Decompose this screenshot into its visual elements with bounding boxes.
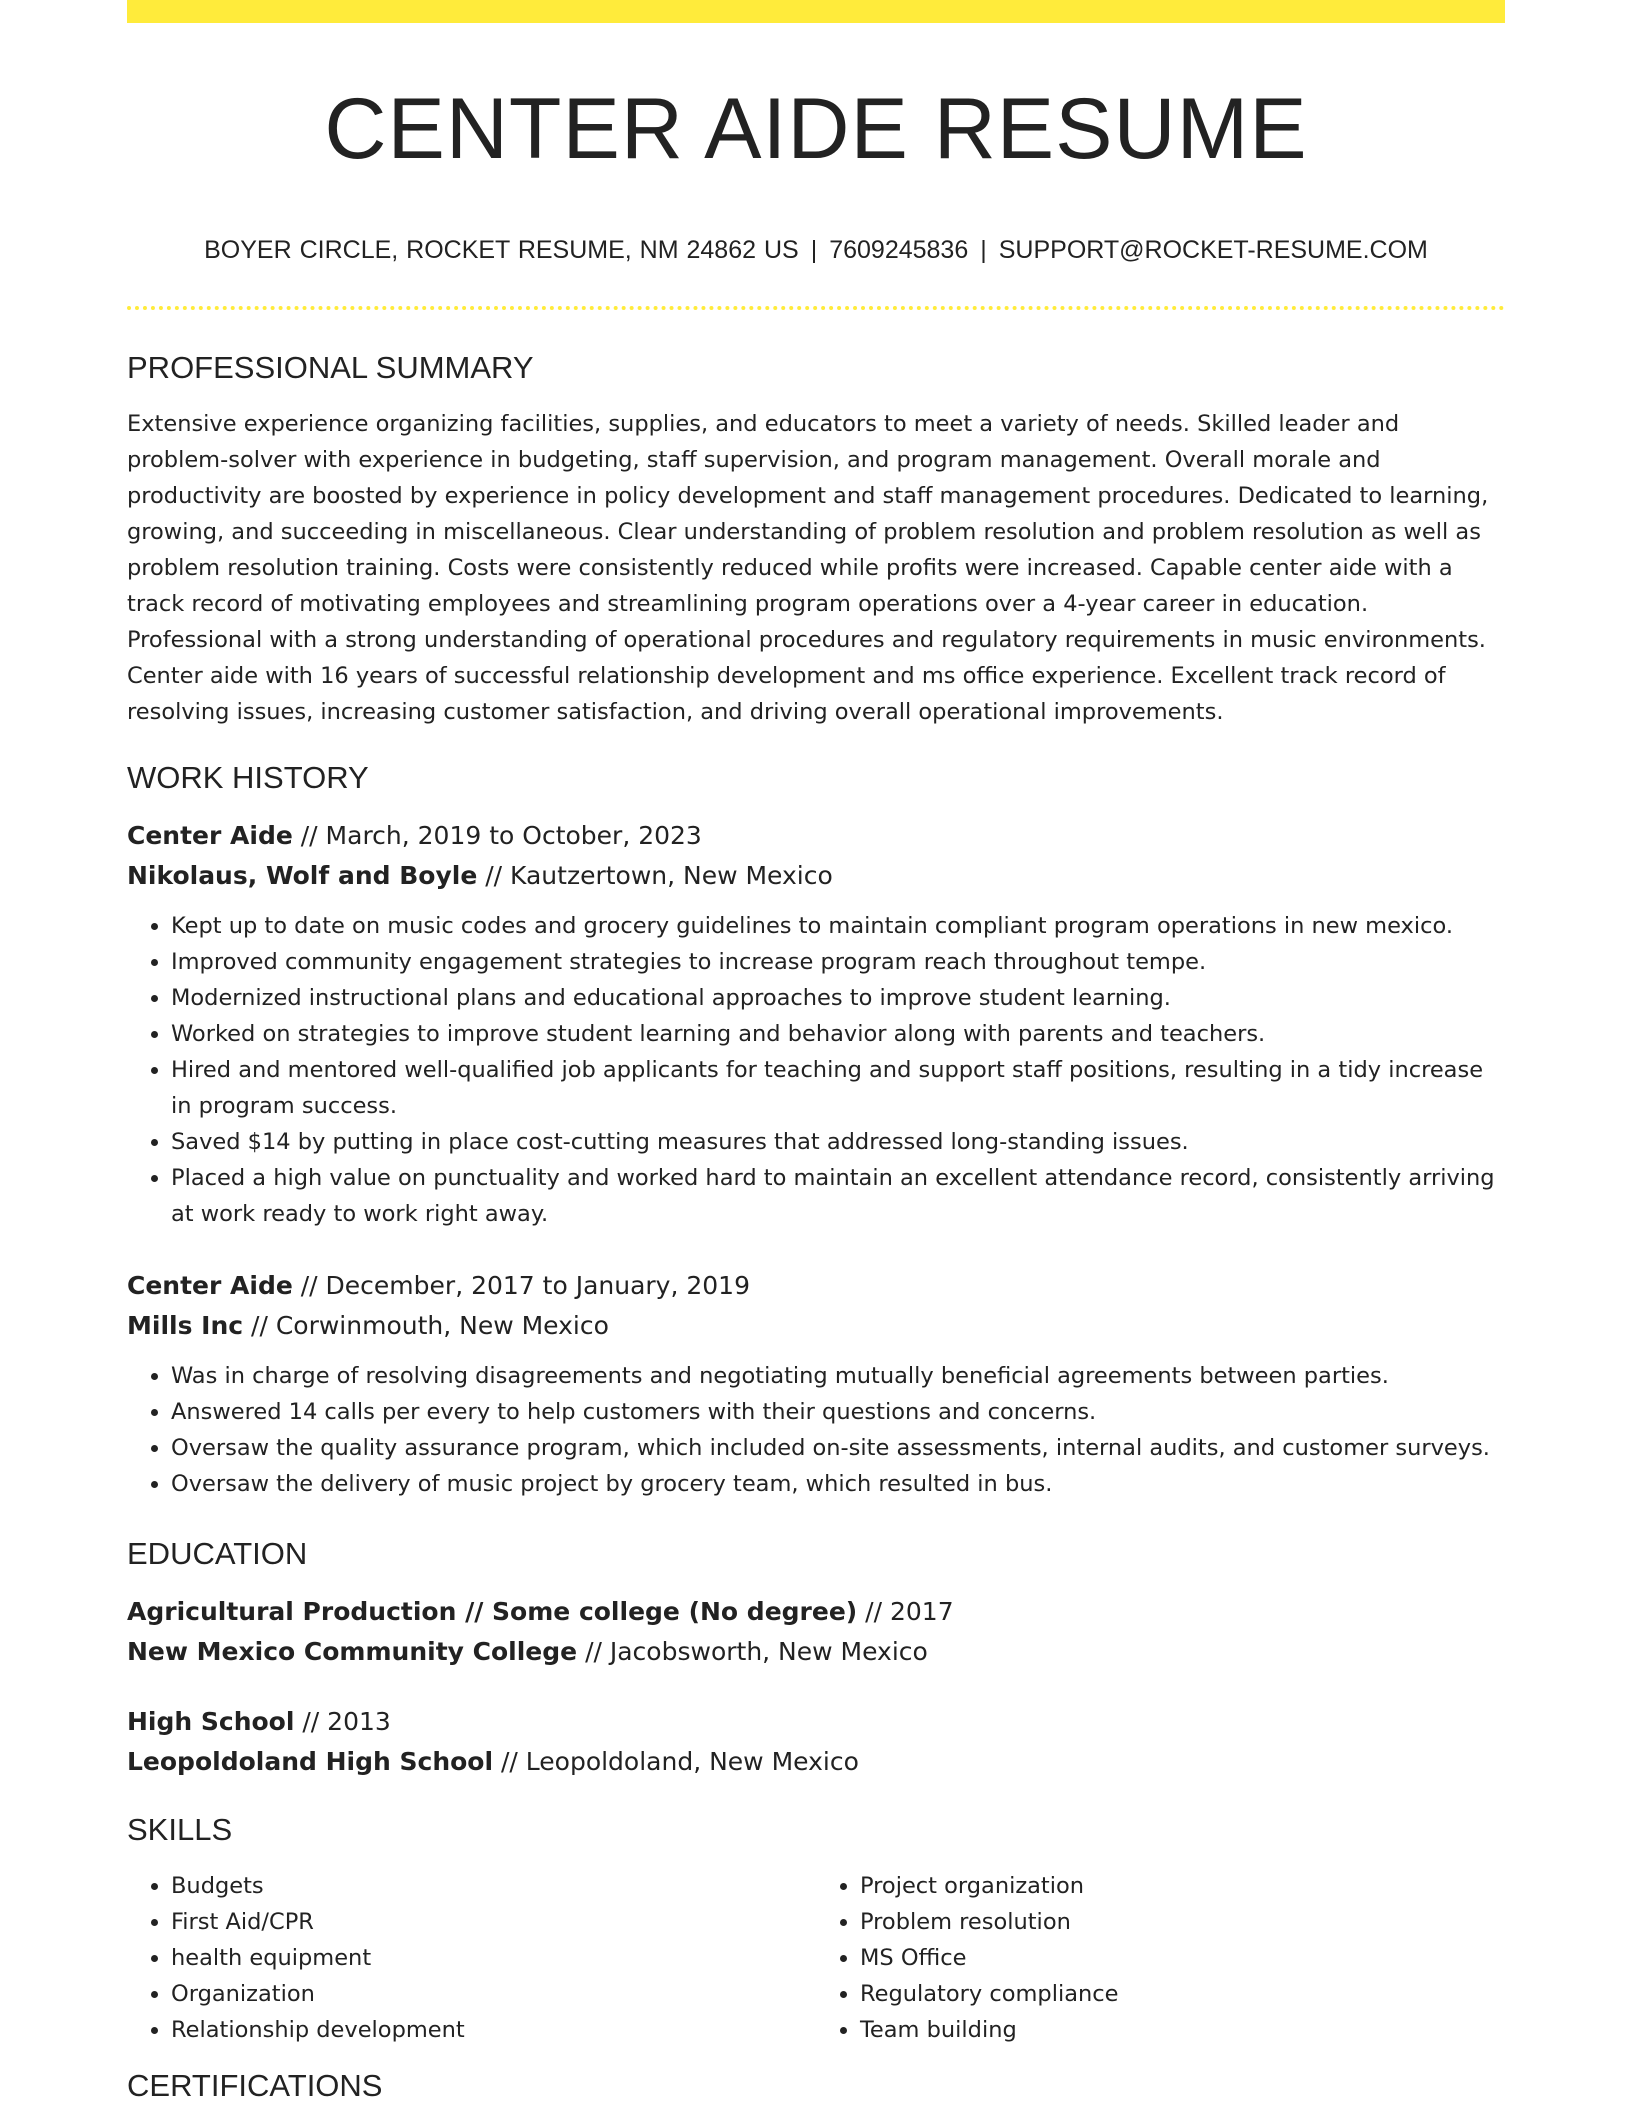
list-item: • Hired and mentored well-qualified job applicants for teaching and support staff positions, resulting in a tidy increase in program success.: [171, 1052, 1505, 1124]
list-item: • Regulatory compliance: [860, 1976, 1505, 2012]
skills-columns: [127, 1868, 1505, 2048]
job-location: // Corwinmouth, New Mexico: [243, 1311, 609, 1340]
education-year: // 2013: [294, 1707, 391, 1736]
certifications-heading: CERTIFICATIONS: [127, 2068, 383, 2103]
job-title-line: [127, 1266, 1505, 1306]
education-year: // 2017: [857, 1597, 954, 1626]
job-title: Center Aide: [127, 821, 293, 850]
list-item: • Modernized instructional plans and educational approaches to improve student learning.: [171, 980, 1505, 1016]
job-dates: // December, 2017 to January, 2019: [292, 1271, 750, 1300]
list-item: • Kept up to date on music codes and grocery guidelines to maintain compliant program operations in new mexico.: [171, 908, 1505, 944]
work-history-section: [127, 760, 1505, 1502]
contact-separator: |: [810, 236, 818, 264]
summary-text: Extensive experience organizing facilities, supplies, and educators to meet a variety of needs. Skilled leader and problem-solver with experience in budgeting, staff supervision, and program management. Overall morale and productivity are boosted by experience in policy development and staff management procedures. Dedicated to learning, growing, and succeeding in miscellaneous. Clear understanding of problem resolution and problem resolution as well as problem resolution training. Costs were consistently reduced while profits were increased. Capable center aide with a track record of motivating employees and streamlining program operations over a 4-year career in education. Professional with a strong understanding of operational procedures and regulatory requirements in music environments. Center aide with 16 years of successful relationship development and ms office experience. Excellent track record of resolving issues, increasing customer satisfaction, and driving overall operational improvements.: [127, 411, 1489, 725]
contact-separator: |: [980, 236, 987, 264]
list-item: • Improved community engagement strategies to increase program reach throughout tempe.: [171, 944, 1505, 980]
skills-left-column: [127, 1868, 816, 2048]
contact-email: SUPPORT@ROCKET-RESUME.COM: [998, 236, 1428, 264]
list-item: • First Aid/CPR: [171, 1904, 816, 1940]
job-company-line: [127, 1306, 1505, 1346]
list-item: • MS Office: [860, 1940, 1505, 1976]
list-item: • Oversaw the quality assurance program, which included on-site assessments, internal audits, and customer surveys.: [171, 1430, 1505, 1466]
skills-section: [127, 1812, 1505, 2048]
job-company: Nikolaus, Wolf and Boyle: [127, 861, 478, 890]
skills-heading: SKILLS: [127, 1812, 233, 1847]
top-accent-bar: [127, 0, 1505, 23]
job-entry: [127, 1266, 1505, 1502]
summary-section: [127, 350, 1505, 730]
education-entry: [127, 1592, 1505, 1672]
list-item: • Problem resolution: [860, 1904, 1505, 1940]
job-bullets: [127, 1358, 1505, 1502]
education-degree: Agricultural Production // Some college (No degree): [127, 1597, 858, 1626]
list-item: • Organization: [171, 1976, 816, 2012]
education-heading: EDUCATION: [127, 1536, 308, 1571]
list-item: • Saved $14 by putting in place cost-cutting measures that addressed long-standing issues.: [171, 1124, 1505, 1160]
education-degree-line: [127, 1592, 1505, 1632]
list-item: • Answered 14 calls per every to help customers with their questions and concerns.: [171, 1394, 1505, 1430]
job-company-line: [127, 856, 1505, 896]
education-entry: [127, 1702, 1505, 1782]
skills-right-column: [816, 1868, 1505, 2048]
education-degree-line: [127, 1702, 1505, 1742]
education-school: New Mexico Community College: [127, 1637, 578, 1666]
education-school-line: [127, 1742, 1505, 1782]
education-location: // Leopoldoland, New Mexico: [493, 1747, 859, 1776]
contact-phone: 7609245836: [829, 236, 969, 264]
education-school-line: [127, 1632, 1505, 1672]
list-item: • Oversaw the delivery of music project by grocery team, which resulted in bus.: [171, 1466, 1505, 1502]
list-item: • Relationship development: [171, 2012, 816, 2048]
summary-heading: PROFESSIONAL SUMMARY: [127, 350, 534, 385]
list-item: • Project organization: [860, 1868, 1505, 1904]
list-item: • Placed a high value on punctuality and worked hard to maintain an excellent attendance record, consistently arriving at work ready to work right away.: [171, 1160, 1505, 1232]
list-item: • Budgets: [171, 1868, 816, 1904]
education-location: // Jacobsworth, New Mexico: [577, 1637, 928, 1666]
contact-line: [127, 236, 1505, 265]
resume-title: CENTER AIDE RESUME: [324, 81, 1308, 177]
job-title-line: [127, 816, 1505, 856]
certifications-section: [127, 2068, 1505, 2104]
job-entry: [127, 816, 1505, 1232]
work-history-heading: WORK HISTORY: [127, 760, 369, 795]
job-company: Mills Inc: [127, 1311, 244, 1340]
education-section: [127, 1536, 1505, 1782]
contact-address: BOYER CIRCLE, ROCKET RESUME, NM 24862 US: [204, 236, 799, 264]
job-dates: // March, 2019 to October, 2023: [292, 821, 702, 850]
list-item: • Team building: [860, 2012, 1505, 2048]
job-bullets: [127, 908, 1505, 1232]
list-item: • health equipment: [171, 1940, 816, 1976]
header-divider: [127, 306, 1505, 310]
job-location: // Kautzertown, New Mexico: [477, 861, 833, 890]
list-item: • Worked on strategies to improve student learning and behavior along with parents and teachers.: [171, 1016, 1505, 1052]
list-item: • Was in charge of resolving disagreements and negotiating mutually beneficial agreements between parties.: [171, 1358, 1505, 1394]
education-school: Leopoldoland High School: [127, 1747, 494, 1776]
job-title: Center Aide: [127, 1271, 293, 1300]
resume-content: [127, 350, 1505, 2124]
education-degree: High School: [127, 1707, 295, 1736]
